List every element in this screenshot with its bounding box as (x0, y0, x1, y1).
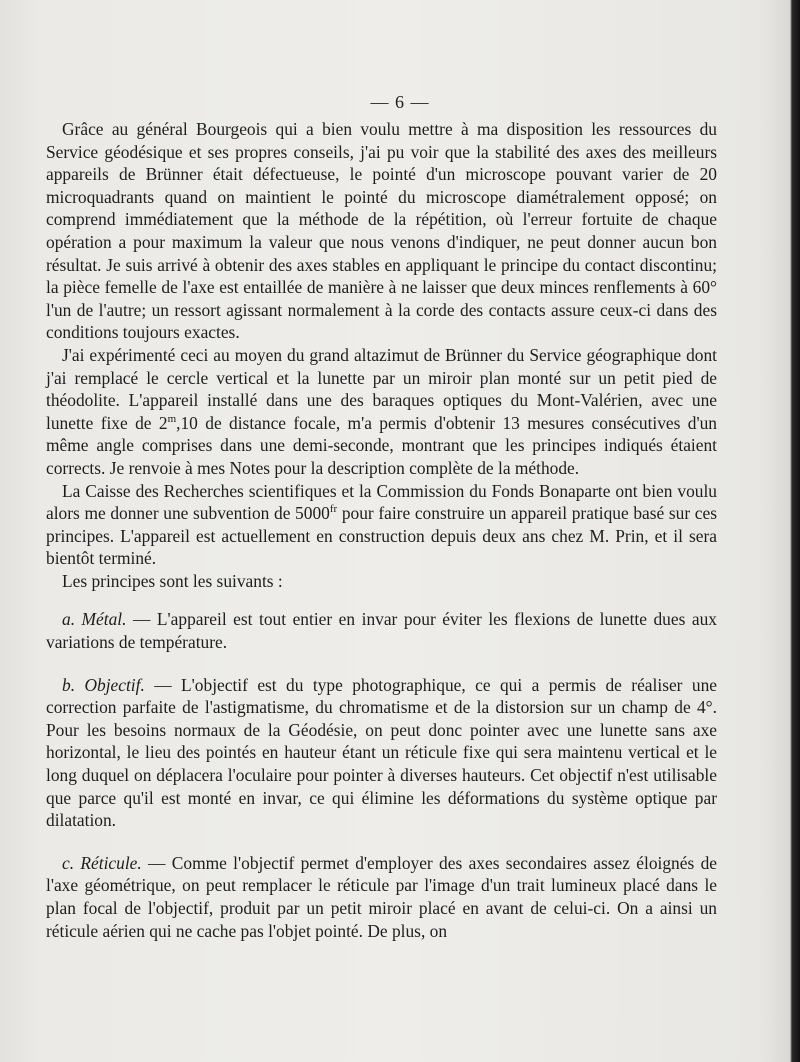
paragraph-3-text: La Caisse des Recherches scientifiques et la Commission du Fonds Bonaparte ont bien voulu alors me donner une subvention de 5000 (46, 480, 717, 524)
paragraph-4: Les principes sont les suivants : (62, 570, 283, 591)
currency-superscript: fr (329, 503, 338, 516)
section-a (46, 608, 717, 653)
paragraph-2 (46, 344, 717, 480)
unit-superscript: m (167, 412, 177, 425)
section-c-text: — Comme l'objectif permet d'employer des axes secondaires assez éloignés de l'axe géométrique, on peut remplacer le réticule par l'image d'un trait lumineux placé dans le plan focal de l'objectif, produit par un petit miroir placé en avant de celui-ci. On a ainsi un réticule aérien qui ne cache pas l'objet pointé. De plus, on (46, 852, 717, 941)
section-c-heading: c. Réticule. (62, 852, 142, 873)
paragraph-3-text-cont: pour faire construire un appareil pratique basé sur ces principes. L'appareil est actuellement en construction depuis deux ans chez M. Prin, et il sera bientôt terminé. (46, 503, 717, 569)
paragraph-2-text-cont: ,10 de distance focale, m'a permis d'obtenir 13 mesures consécutives d'un même angle comprises dans une demi-seconde, montrant que les principes indiqués étaient corrects. Je renvoie à mes Notes pour la description complète de la méthode. (46, 412, 718, 478)
section-a-heading: a. Métal. (62, 609, 127, 630)
page-number: — 6 — (370, 92, 430, 112)
section-a-text: — L'appareil est tout entier en invar pour éviter les flexions de lunette dues aux variations de température. (46, 609, 717, 653)
section-b (46, 674, 717, 832)
paragraph-3 (46, 480, 717, 570)
section-c (46, 852, 717, 942)
body-text (46, 118, 717, 942)
paragraph-2-text: J'ai expérimenté ceci au moyen du grand altazimut de Brünner du Service géographique dont j'ai remplacé le cercle vertical et la lunette par un miroir plan monté sur un petit pied de théodolite. L'appareil installé dans une des baraques optiques du Mont-Valérien, avec une lunette fixe de 2 (46, 344, 717, 433)
section-b-heading: b. Objectif. (62, 674, 145, 695)
paragraph-1: Grâce au général Bourgeois qui a bien voulu mettre à ma disposition les ressources du Service géodésique et ses propres conseils, j'ai pu voir que la stabilité des axes des meilleurs appareils de Brünner était défectueuse, le pointé d'un microscope pouvant varier de 20 microquadrants quand on maintient le pointé du microscope diamétralement opposé; on comprend immédiatement que la méthode de la répétition, où l'erreur fortuite de chaque opération a pour maximum la valeur que nous venons d'indiquer, ne peut donner aucun bon résultat. Je suis arrivé à obtenir des axes stables en appliquant le principe du contact discontinu; la pièce femelle de l'axe est entaillée de manière à ne laisser que deux minces renflements à 60° l'un de l'autre; un ressort agissant normalement à la corde des contacts assure ceux-ci dans des conditions toujours exactes. (46, 119, 717, 343)
section-b-text: — L'objectif est du type photographique, ce qui a permis de réaliser une correction parfaite de l'astigmatisme, du chromatisme et de la distorsion sur un champ de 4°. Pour les besoins normaux de la Géodésie, on peut donc pointer avec une lunette sans axe horizontal, le lieu des pointés en hauteur étant un réticule fixe qui sera maintenu vertical et le long duquel on déplacera l'oculaire pour pointer à diverses hauteurs. Cet objectif n'est utilisable que parce qu'il est monté en invar, ce qui élimine les déformations du système optique par dilatation. (46, 674, 717, 831)
